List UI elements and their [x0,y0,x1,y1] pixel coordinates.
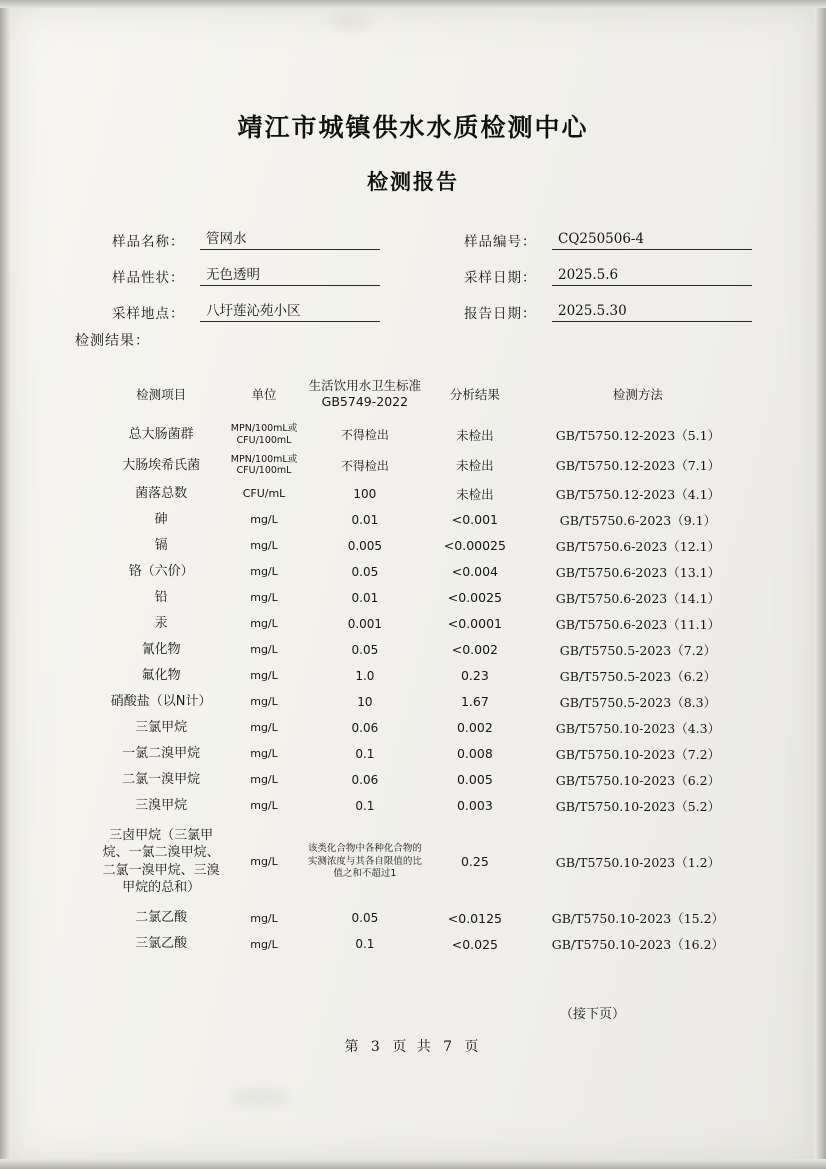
header-method: 检测方法 [612,386,663,402]
table-row [100,741,750,767]
cell-standard: 0.05 [351,642,379,657]
cell-standard: 0.001 [347,616,383,631]
sampling-site-label: 采样地点： [112,306,185,322]
cell-unit: mg/L [250,539,278,553]
cell-item: 砷 [154,512,168,528]
cell-unit: mg/L [250,911,278,925]
results-section-label: 检测结果： [75,333,150,349]
report-subtitle: 检测报告 [367,169,459,194]
cell-unit: mg/L [250,855,278,869]
cell-unit: mg/L [250,773,278,787]
sample-state-value: 无色透明 [200,263,380,286]
cell-method: GB/T5750.10-2023（1.2） [555,854,721,870]
table-row [100,481,750,507]
cell-result: 0.23 [460,668,489,684]
cell-standard: 0.1 [355,746,375,761]
cell-result: 未检出 [456,486,494,502]
cell-result: 0.25 [460,854,489,870]
cell-result: <0.0001 [447,616,502,632]
cell-item: 三氯乙酸 [135,936,188,952]
footer-prefix: 第 [344,1039,362,1055]
cell-item: 汞 [154,616,168,632]
cell-result: <0.001 [451,512,499,528]
cell-result: <0.002 [451,642,499,658]
cell-result: <0.025 [451,936,499,952]
cell-item: 二氯一溴甲烷 [122,772,201,788]
results-table [100,374,750,957]
table-row [100,611,750,637]
cell-unit: mg/L [250,617,278,631]
cell-result: 0.003 [456,798,493,814]
cell-method: GB/T5750.5-2023（8.3） [559,694,717,710]
table-row [100,419,750,450]
cell-item: 总大肠菌群 [128,426,194,442]
cell-method: GB/T5750.6-2023（9.1） [559,512,717,528]
footer-middle: 页 共 [392,1039,434,1055]
footer-total-pages: 7 [443,1039,456,1055]
table-row [100,767,750,793]
cell-result: 未检出 [456,458,494,474]
cell-method: GB/T5750.10-2023（15.2） [551,911,725,926]
cell-unit: mg/L [250,513,278,527]
cell-method: GB/T5750.12-2023（7.1） [555,458,721,474]
meta-field-sample-state [112,263,464,286]
cell-result: <0.0025 [447,590,502,606]
cell-standard: 100 [353,486,377,501]
table-row [100,450,750,481]
cell-result: <0.004 [451,564,499,580]
table-row [100,559,750,585]
cell-item: 二氯乙酸 [135,910,188,926]
cell-method: GB/T5750.12-2023（4.1） [555,486,721,502]
table-row [100,819,750,905]
report-date-label: 报告日期： [464,306,537,322]
table-row [100,585,750,611]
cell-item: 三溴甲烷 [135,798,188,814]
table-row [100,715,750,741]
cell-item: 三卤甲烷（三氯甲烷、一氯二溴甲烷、二氯一溴甲烷、三溴甲烷的总和） [102,827,220,896]
cell-method: GB/T5750.10-2023（7.2） [555,746,721,762]
sample-no-value: CQ250506-4 [552,231,752,250]
sample-state-label: 样品性状： [112,270,185,286]
sample-no-label: 样品编号： [464,234,537,250]
cell-unit: mg/L [250,937,278,951]
cell-item: 三氯甲烷 [135,720,188,736]
cell-unit: mg/L [250,565,278,579]
sampling-date-label: 采样日期： [464,270,537,286]
cell-method: GB/T5750.10-2023（4.3） [555,720,721,736]
cell-method: GB/T5750.5-2023（7.2） [559,642,717,658]
results-table-head [100,374,750,419]
header-result: 分析结果 [449,386,500,402]
table-row [100,507,750,533]
meta-field-sampling-date [464,266,752,286]
footer-suffix: 页 [464,1039,482,1055]
cell-result: 0.008 [456,746,493,762]
cell-standard: 0.005 [347,538,383,553]
table-row [100,931,750,957]
meta-row [112,300,752,322]
cell-item: 氟化物 [141,668,181,684]
cell-standard: 0.01 [351,512,379,527]
cell-method: GB/T5750.6-2023（11.1） [555,616,721,632]
table-row [100,663,750,689]
cell-standard: 该类化合物中各种化合物的实测浓度与其各自限值的比值之和不超过1 [307,843,422,880]
cell-item: 硝酸盐（以N计） [110,694,212,710]
page-title: 靖江市城镇供水水质检测中心 [237,113,589,142]
cell-item: 氰化物 [141,642,181,658]
cell-method: GB/T5750.6-2023（13.1） [555,564,721,580]
meta-row [112,228,752,250]
meta-field-report-date [464,302,752,322]
meta-row [112,264,752,286]
sampling-site-value: 八圩莲沁苑小区 [200,299,380,322]
cell-unit: mg/L [250,591,278,605]
cell-result: 0.002 [456,720,493,736]
cell-item: 菌落总数 [135,486,188,502]
table-row [100,905,750,931]
sample-metadata [112,228,752,336]
table-row [100,689,750,715]
continued-note: （接下页） [560,1007,626,1022]
cell-unit: mg/L [250,669,278,683]
cell-unit: mg/L [250,721,278,735]
cell-method: GB/T5750.10-2023（5.2） [555,798,721,814]
page-footer [0,1036,826,1056]
cell-standard: 0.06 [351,720,379,735]
cell-item: 铬（六价） [128,564,194,580]
header-standard: 生活饮用水卫生标准GB5749-2022 [308,378,422,409]
meta-field-sampling-site [112,299,464,322]
cell-standard: 0.05 [351,564,379,579]
cell-method: GB/T5750.10-2023（16.2） [551,937,725,952]
cell-unit: MPN/100mL或CFU/100mL [230,454,298,477]
table-row [100,793,750,819]
report-date-value: 2025.5.30 [552,303,752,322]
cell-standard: 不得检出 [340,458,389,473]
cell-method: GB/T5750.12-2023（5.1） [555,427,721,443]
cell-item: 镉 [154,538,168,554]
cell-item: 大肠埃希氏菌 [122,457,201,473]
cell-result: 0.005 [456,772,493,788]
cell-result: 未检出 [456,427,494,443]
cell-unit: mg/L [250,799,278,813]
cell-unit: mg/L [250,643,278,657]
cell-standard: 0.1 [355,937,375,951]
table-row [100,533,750,559]
cell-standard: 0.01 [351,590,379,605]
cell-standard: 不得检出 [340,428,389,443]
header-item: 检测项目 [136,386,187,402]
cell-result: 1.67 [460,694,489,710]
meta-field-sample-name [112,227,464,250]
cell-method: GB/T5750.10-2023（6.2） [555,772,721,788]
cell-item: 一氯二溴甲烷 [122,746,201,762]
cell-standard: 0.05 [351,911,379,925]
cell-standard: 0.1 [355,798,375,813]
table-header-row [100,374,750,419]
cell-method: GB/T5750.6-2023（14.1） [555,590,721,606]
cell-method: GB/T5750.5-2023（6.2） [559,668,717,684]
meta-field-sample-no [464,230,752,250]
cell-unit: MPN/100mL或CFU/100mL [230,423,298,446]
cell-standard: 10 [357,694,373,709]
sample-name-label: 样品名称： [112,234,185,250]
cell-result: <0.00025 [443,538,506,554]
cell-unit: mg/L [250,695,278,709]
table-row [100,637,750,663]
sampling-date-value: 2025.5.6 [552,267,752,286]
cell-method: GB/T5750.6-2023（12.1） [555,538,721,554]
results-table-body [100,419,750,957]
cell-item: 铅 [154,590,168,606]
sample-name-value: 管网水 [200,227,380,250]
footer-page-number: 3 [370,1039,383,1055]
cell-result: <0.0125 [447,910,502,926]
header-unit: 单位 [251,386,277,402]
cell-standard: 0.06 [351,772,379,787]
cell-unit: mg/L [250,747,278,761]
cell-unit: CFU/mL [242,487,286,501]
cell-standard: 1.0 [355,668,375,683]
